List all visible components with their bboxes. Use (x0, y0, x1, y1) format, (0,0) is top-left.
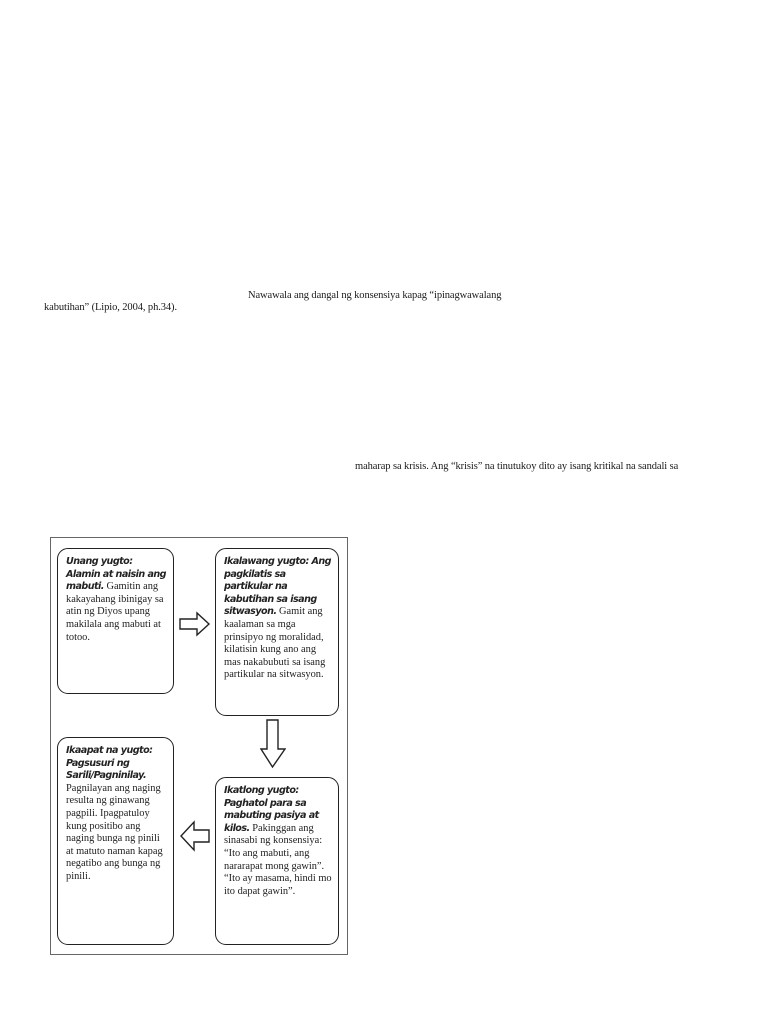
body-text-line: Nawawala ang dangal ng konsensiya kapag “ipinagwawalang (248, 290, 502, 301)
body-text-line: maharap sa krisis. Ang “krisis” na tinutukoy dito ay isang kritikal na sandali sa (355, 461, 679, 472)
stage-box-second (215, 548, 339, 716)
stage-box-third (215, 777, 339, 945)
right-arrow-icon (179, 611, 211, 637)
stage-description: Gamitin ang kakayahang ibinigay sa atin ng Diyos upang makilala ang mabuti at totoo. (66, 581, 164, 643)
stage-box-first (57, 548, 174, 694)
stage-description: Pakinggan ang sinasabi ng konsensiya: “Ito ang mabuti, ang nararapat mong gawin”. “Ito ay masama, hindi mo ito dapat gawin”. (224, 822, 332, 897)
stage-heading: Ikalawang yugto: Ang pagkilatis sa partikular na kabutihan sa isang sitwasyon. (224, 556, 331, 618)
left-arrow-icon (180, 820, 210, 852)
body-text-line: kabutihan” (Lipio, 2004, ph.34). (44, 302, 177, 313)
stage-description: Gamit ang kaalaman sa mga prinsipyo ng moralidad, kilatisin kung ano ang mas nakabubuti sa isang partikular na sitwasyon. (224, 606, 326, 681)
stage-heading: Ikatlong yugto: Paghatol para sa mabuting pasiya at kilos. (224, 785, 319, 834)
down-arrow-icon (260, 719, 286, 769)
stage-description: Pagnilayan ang naging resulta ng ginawang pagpili. Ipagpatuloy kung positibo ang naging bunga ng pinili at matuto naman kapag negatibo ang bunga ng pinili. (66, 782, 163, 882)
stage-heading: Ikaapat na yugto: Pagsusuri ng Sarili/Pagninilay. (66, 745, 153, 782)
stage-heading: Unang yugto: Alamin at naisin ang mabuti. (66, 556, 166, 593)
stage-box-fourth (57, 737, 174, 945)
conscience-stages-diagram (50, 537, 348, 955)
